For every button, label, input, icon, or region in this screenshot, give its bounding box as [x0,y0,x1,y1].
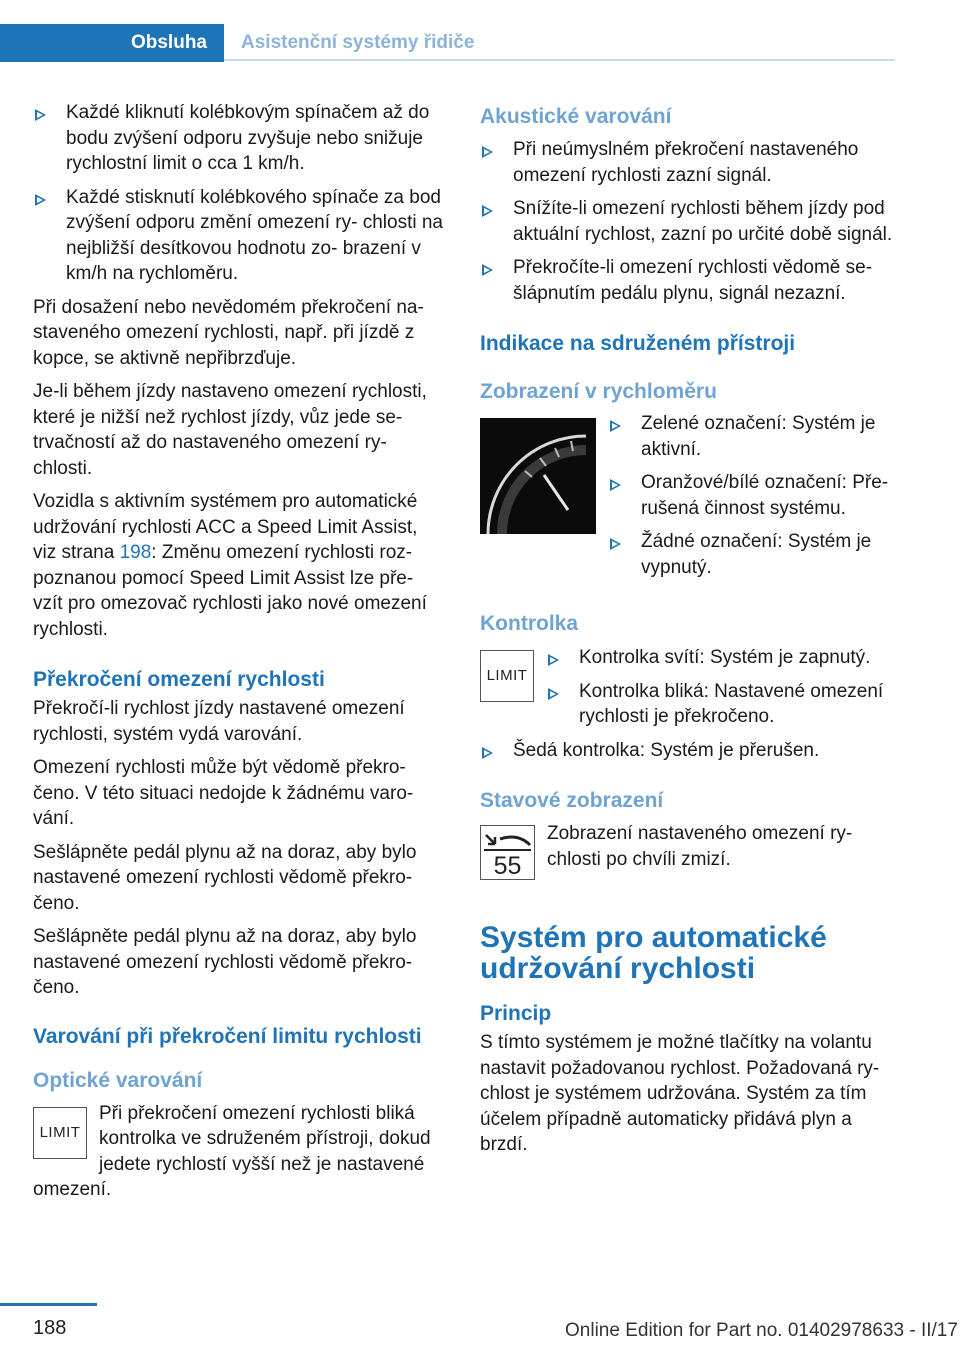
heading-instrument-cluster: Indikace na sdruženém přístroji [480,332,796,355]
heading-principle: Princip [480,1002,552,1025]
list-item: Snížíte-li omezení rychlosti během jízdy pod aktuální rychlost, zazní po určité době signál. [480,196,896,247]
speedometer-image [480,418,596,534]
list-item: Žádné označení: Systém je vypnutý. [608,529,896,580]
paragraph: Při dosažení nebo nevědomém překročení na- staveného omezení rychlosti, např. při jízdě z kopce, se aktivně nepřibrzďuje. [33,296,424,369]
heading-exceed: Překročení omezení rychlosti [33,668,325,691]
left-column [33,100,445,1203]
paragraph: Je-li během jízdy nastaveno omezení rychlosti, které je nižší než rychlost jízdy, vůz jede se- trvačností až do nastaveného omezení ry- chlosti. [33,381,427,479]
triangle-bullet-icon [482,146,493,158]
speedometer-block [480,412,896,588]
triangle-bullet-icon [482,205,493,217]
heading-speedometer: Zobrazení v rychloměru [480,380,717,403]
triangle-bullet-icon [610,479,621,491]
paragraph: Sešlápněte pedál plynu až na doraz, aby bylo nastavené omezení rychlosti vědomě překro- čeno. [33,841,417,914]
page-number: 188 [33,1317,67,1339]
limit-indicator-icon: LIMIT [480,650,534,702]
triangle-bullet-icon [610,538,621,550]
list-item: Každé kliknutí kolébkovým spínačem až do bodu zvýšení odporu zvyšuje nebo snižuje rychlostní limit o cca 1 km/h. [33,100,445,177]
grey-indicator-list [480,738,896,764]
page-link-198[interactable]: 198 [119,542,152,563]
list-item: Šedá kontrolka: Systém je přerušen. [480,738,896,764]
header-rule [224,59,895,61]
heading-acoustic-warning: Akustické varování [480,105,672,128]
triangle-bullet-icon [548,688,559,700]
triangle-bullet-icon [482,264,493,276]
right-column [480,100,896,1166]
limit-indicator-icon: LIMIT [33,1107,87,1159]
paragraph: Sešlápněte pedál plynu až na doraz, aby bylo nastavené omezení rychlosti vědomě překro- čeno. [33,926,417,998]
tab-driver-assistance[interactable]: Asistenční systémy řidiče [241,32,475,53]
paragraph: Při překročení omezení rychlosti bliká kontrolka ve sdruženém přístroji, dokud jedete rychlostí vyšší než je nastavené omezení. [33,1102,431,1200]
list-item: Každé stisknutí kolébkového spínače za bod zvýšení odporu změní omezení ry- chlosti na nejbližší desítkovou hodnotu zo- brazení v km/h na rychloměru. [33,185,445,287]
list-item: Kontrolka svítí: Systém je zapnutý. [546,645,896,671]
edition-note: Online Edition for Part no. 01402978633 - II/17 [565,1320,958,1341]
heading-indicator: Kontrolka [480,612,579,635]
list-item: Zelené označení: Systém je aktivní. [608,411,896,462]
status-graphic [480,825,535,880]
triangle-bullet-icon [610,420,621,432]
status-block [480,821,896,880]
indicator-list [546,645,896,730]
rocker-switch-list [33,100,445,287]
list-item: Překročíte-li omezení rychlosti vědomě se- šlápnutím pedálu plynu, signál nezazní. [480,255,896,306]
paragraph: S tímto systémem je možné tlačítky na volantu nastavit požadovanou rychlost. Požadovaná ry- chlost je systémem udržována. Systém za tím účelem případně automaticky přidává plyn a brzdí. [480,1032,880,1155]
paragraph: Překročí-li rychlost jízdy nastavené omezení rychlosti, systém vydá varování. [33,698,405,745]
paragraph: Zobrazení nastaveného omezení ry- chlosti po chvíli zmizí. [547,823,853,870]
acoustic-list [480,137,896,306]
triangle-bullet-icon [35,109,46,121]
speed-limit-status-icon [480,825,535,880]
optical-warning-block [33,1101,445,1203]
speedometer-list [608,411,896,580]
footer-rule [0,1303,97,1306]
heading-status-display: Stavové zobrazení [480,789,664,812]
indicator-block [480,644,896,738]
triangle-bullet-icon [482,747,493,759]
paragraph: Vozidla s aktivním systémem pro automatické udržování rychlosti ACC a Speed Limit Assist, viz strana 198: Změnu omezení rychlosti roz- poznanou pomocí Speed Limit Assist lze pře- vzít pro omezovač rychlosti jako nové omezení rychlosti. [33,491,427,640]
list-item: Oranžové/bílé označení: Pře- rušená činnost systému. [608,470,896,521]
chapter-header [0,24,895,62]
list-item: Kontrolka bliká: Nastavené omezení rychlosti je překročeno. [546,679,896,730]
triangle-bullet-icon [548,654,559,666]
speedometer-graphic [480,418,596,534]
tab-obsluha[interactable]: Obsluha [0,24,224,62]
status-number: 55 [493,852,522,880]
triangle-bullet-icon [35,194,46,206]
list-item: Při neúmyslném překročení nastaveného omezení rychlosti zazní signál. [480,137,896,188]
heading-optical-warning: Optické varování [33,1068,203,1092]
heading-warning: Varování při překročení limitu rychlosti [33,1024,422,1048]
section-title-cruise-control: Systém pro automatické udržování rychlosti [480,921,827,985]
paragraph: Omezení rychlosti může být vědomě překro- čeno. V této situaci nedojde k žádnému varo- vání. [33,757,414,829]
